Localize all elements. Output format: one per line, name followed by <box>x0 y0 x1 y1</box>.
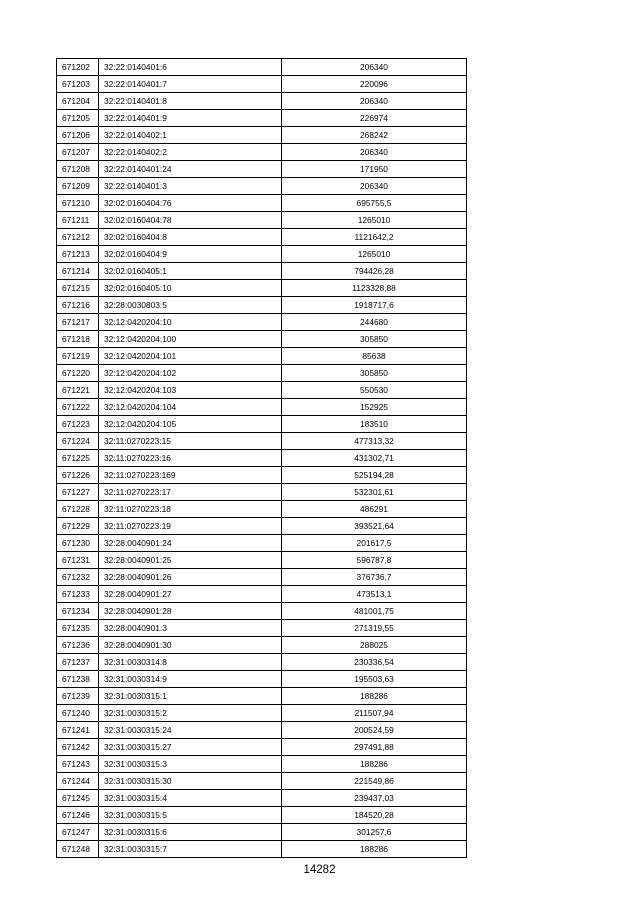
row-id-cell: 671223 <box>57 416 99 433</box>
value-cell: 226974 <box>282 110 467 127</box>
cadastral-number-cell: 32:31:0030315:30 <box>99 773 282 790</box>
value-cell: 297491,88 <box>282 739 467 756</box>
table-row <box>57 501 467 518</box>
value-cell: 171950 <box>282 161 467 178</box>
row-id-cell: 671247 <box>57 824 99 841</box>
table-body <box>57 59 467 858</box>
value-cell: 221549,86 <box>282 773 467 790</box>
cadastral-number-cell: 32:31:0030314:8 <box>99 654 282 671</box>
row-id-cell: 671231 <box>57 552 99 569</box>
row-id-cell: 671226 <box>57 467 99 484</box>
row-id-cell: 671210 <box>57 195 99 212</box>
value-cell: 794426,28 <box>282 263 467 280</box>
row-id-cell: 671203 <box>57 76 99 93</box>
row-id-cell: 671235 <box>57 620 99 637</box>
cadastral-number-cell: 32:22:0140401:24 <box>99 161 282 178</box>
value-cell: 486291 <box>282 501 467 518</box>
row-id-cell: 671238 <box>57 671 99 688</box>
row-id-cell: 671214 <box>57 263 99 280</box>
value-cell: 1265010 <box>282 212 467 229</box>
row-id-cell: 671242 <box>57 739 99 756</box>
table-row <box>57 178 467 195</box>
row-id-cell: 671237 <box>57 654 99 671</box>
row-id-cell: 671227 <box>57 484 99 501</box>
row-id-cell: 671204 <box>57 93 99 110</box>
table-row <box>57 688 467 705</box>
cadastral-number-cell: 32:31:0030315:1 <box>99 688 282 705</box>
cadastral-number-cell: 32:28:0040901:28 <box>99 603 282 620</box>
value-cell: 376736,7 <box>282 569 467 586</box>
table-row <box>57 76 467 93</box>
value-cell: 477313,32 <box>282 433 467 450</box>
cadastral-number-cell: 32:31:0030315:5 <box>99 807 282 824</box>
cadastral-number-cell: 32:31:0030315:24 <box>99 722 282 739</box>
value-cell: 431302,71 <box>282 450 467 467</box>
table-row <box>57 841 467 858</box>
table-row <box>57 314 467 331</box>
cadastral-number-cell: 32:02:0160405:10 <box>99 280 282 297</box>
table-row <box>57 263 467 280</box>
value-cell: 239437,03 <box>282 790 467 807</box>
table-row <box>57 569 467 586</box>
value-cell: 288025 <box>282 637 467 654</box>
table-row <box>57 790 467 807</box>
row-id-cell: 671219 <box>57 348 99 365</box>
cadastral-number-cell: 32:31:0030315:7 <box>99 841 282 858</box>
cadastral-number-cell: 32:02:0160404:8 <box>99 229 282 246</box>
value-cell: 596787,8 <box>282 552 467 569</box>
table-row <box>57 331 467 348</box>
value-cell: 473513,1 <box>282 586 467 603</box>
row-id-cell: 671218 <box>57 331 99 348</box>
value-cell: 532301,61 <box>282 484 467 501</box>
row-id-cell: 671209 <box>57 178 99 195</box>
row-id-cell: 671222 <box>57 399 99 416</box>
value-cell: 152925 <box>282 399 467 416</box>
value-cell: 211507,94 <box>282 705 467 722</box>
cadastral-number-cell: 32:12:0420204:101 <box>99 348 282 365</box>
cadastral-number-cell: 32:12:0420204:105 <box>99 416 282 433</box>
table-row <box>57 705 467 722</box>
cadastral-number-cell: 32:22:0140401:3 <box>99 178 282 195</box>
table-row <box>57 484 467 501</box>
table-row <box>57 773 467 790</box>
table-row <box>57 450 467 467</box>
value-cell: 695755,5 <box>282 195 467 212</box>
value-cell: 206340 <box>282 59 467 76</box>
value-cell: 188286 <box>282 841 467 858</box>
value-cell: 201617,5 <box>282 535 467 552</box>
table-row <box>57 739 467 756</box>
value-cell: 305850 <box>282 331 467 348</box>
table-row <box>57 552 467 569</box>
row-id-cell: 671224 <box>57 433 99 450</box>
value-cell: 1121642,2 <box>282 229 467 246</box>
cadastral-number-cell: 32:12:0420204:103 <box>99 382 282 399</box>
cadastral-number-cell: 32:02:0160405:1 <box>99 263 282 280</box>
cadastral-number-cell: 32:12:0420204:104 <box>99 399 282 416</box>
value-cell: 206340 <box>282 93 467 110</box>
cadastral-number-cell: 32:11:0270223:16 <box>99 450 282 467</box>
table-row <box>57 212 467 229</box>
cadastral-number-cell: 32:31:0030314:9 <box>99 671 282 688</box>
table-row <box>57 620 467 637</box>
value-cell: 525194,28 <box>282 467 467 484</box>
table-row <box>57 195 467 212</box>
cadastral-number-cell: 32:02:0160404:76 <box>99 195 282 212</box>
value-cell: 268242 <box>282 127 467 144</box>
row-id-cell: 671233 <box>57 586 99 603</box>
row-id-cell: 671236 <box>57 637 99 654</box>
cadastral-number-cell: 32:11:0270223:19 <box>99 518 282 535</box>
row-id-cell: 671234 <box>57 603 99 620</box>
row-id-cell: 671205 <box>57 110 99 127</box>
row-id-cell: 671215 <box>57 280 99 297</box>
value-cell: 244680 <box>282 314 467 331</box>
table-row <box>57 586 467 603</box>
table-row <box>57 654 467 671</box>
value-cell: 206340 <box>282 144 467 161</box>
cadastral-number-cell: 32:31:0030315:6 <box>99 824 282 841</box>
row-id-cell: 671220 <box>57 365 99 382</box>
cadastral-number-cell: 32:28:0040901:27 <box>99 586 282 603</box>
cadastral-number-cell: 32:31:0030315:2 <box>99 705 282 722</box>
row-id-cell: 671213 <box>57 246 99 263</box>
value-cell: 481001,75 <box>282 603 467 620</box>
cadastral-number-cell: 32:02:0160404:78 <box>99 212 282 229</box>
cadastral-number-cell: 32:28:0030803:5 <box>99 297 282 314</box>
row-id-cell: 671245 <box>57 790 99 807</box>
value-cell: 550530 <box>282 382 467 399</box>
row-id-cell: 671241 <box>57 722 99 739</box>
table-row <box>57 671 467 688</box>
value-cell: 183510 <box>282 416 467 433</box>
cadastral-number-cell: 32:28:0040901:24 <box>99 535 282 552</box>
value-cell: 200524,59 <box>282 722 467 739</box>
value-cell: 393521,64 <box>282 518 467 535</box>
row-id-cell: 671240 <box>57 705 99 722</box>
value-cell: 1918717,6 <box>282 297 467 314</box>
value-cell: 188286 <box>282 756 467 773</box>
value-cell: 195503,63 <box>282 671 467 688</box>
row-id-cell: 671244 <box>57 773 99 790</box>
cadastral-number-cell: 32:28:0040901:30 <box>99 637 282 654</box>
row-id-cell: 671217 <box>57 314 99 331</box>
cadastral-number-cell: 32:12:0420204:102 <box>99 365 282 382</box>
table-row <box>57 433 467 450</box>
cadastral-number-cell: 32:22:0140401:9 <box>99 110 282 127</box>
cadastral-number-cell: 32:22:0140402:2 <box>99 144 282 161</box>
table-row <box>57 246 467 263</box>
value-cell: 305850 <box>282 365 467 382</box>
table-row <box>57 603 467 620</box>
table-row <box>57 518 467 535</box>
cadastral-number-cell: 32:11:0270223:15 <box>99 433 282 450</box>
cadastral-number-cell: 32:31:0030315:3 <box>99 756 282 773</box>
row-id-cell: 671221 <box>57 382 99 399</box>
row-id-cell: 671225 <box>57 450 99 467</box>
table-row <box>57 722 467 739</box>
table-row <box>57 280 467 297</box>
table-row <box>57 144 467 161</box>
table-row <box>57 535 467 552</box>
value-cell: 188286 <box>282 688 467 705</box>
cadastral-number-cell: 32:11:0270223:17 <box>99 484 282 501</box>
row-id-cell: 671206 <box>57 127 99 144</box>
cadastral-number-cell: 32:11:0270223:169 <box>99 467 282 484</box>
table-row <box>57 807 467 824</box>
row-id-cell: 671239 <box>57 688 99 705</box>
table-row <box>57 297 467 314</box>
row-id-cell: 671207 <box>57 144 99 161</box>
table-row <box>57 127 467 144</box>
row-id-cell: 671211 <box>57 212 99 229</box>
table-row <box>57 59 467 76</box>
table-row <box>57 110 467 127</box>
table-row <box>57 399 467 416</box>
cadastral-number-cell: 32:12:0420204:10 <box>99 314 282 331</box>
table-row <box>57 756 467 773</box>
cadastral-number-cell: 32:11:0270223:18 <box>99 501 282 518</box>
value-cell: 184520,28 <box>282 807 467 824</box>
row-id-cell: 671243 <box>57 756 99 773</box>
row-id-cell: 671216 <box>57 297 99 314</box>
value-cell: 271319,55 <box>282 620 467 637</box>
value-cell: 220096 <box>282 76 467 93</box>
table-row <box>57 93 467 110</box>
table-row <box>57 382 467 399</box>
cadastral-number-cell: 32:28:0040901:26 <box>99 569 282 586</box>
value-cell: 85638 <box>282 348 467 365</box>
value-cell: 206340 <box>282 178 467 195</box>
table-row <box>57 348 467 365</box>
value-cell: 1265010 <box>282 246 467 263</box>
cadastral-number-cell: 32:22:0140402:1 <box>99 127 282 144</box>
cadastral-number-cell: 32:31:0030315:4 <box>99 790 282 807</box>
row-id-cell: 671248 <box>57 841 99 858</box>
table-row <box>57 365 467 382</box>
data-table <box>56 58 467 858</box>
row-id-cell: 671246 <box>57 807 99 824</box>
table-row <box>57 416 467 433</box>
table-row <box>57 637 467 654</box>
value-cell: 230336,54 <box>282 654 467 671</box>
table-row <box>57 229 467 246</box>
cadastral-number-cell: 32:22:0140401:7 <box>99 76 282 93</box>
table-row <box>57 467 467 484</box>
cadastral-number-cell: 32:22:0140401:6 <box>99 59 282 76</box>
row-id-cell: 671229 <box>57 518 99 535</box>
cadastral-number-cell: 32:22:0140401:8 <box>99 93 282 110</box>
row-id-cell: 671212 <box>57 229 99 246</box>
data-table-container <box>56 58 466 858</box>
cadastral-number-cell: 32:12:0420204:100 <box>99 331 282 348</box>
table-row <box>57 824 467 841</box>
value-cell: 1123328,88 <box>282 280 467 297</box>
table-row <box>57 161 467 178</box>
row-id-cell: 671228 <box>57 501 99 518</box>
row-id-cell: 671232 <box>57 569 99 586</box>
page-number: 14282 <box>303 864 336 876</box>
value-cell: 301257,6 <box>282 824 467 841</box>
cadastral-number-cell: 32:28:0040901:3 <box>99 620 282 637</box>
row-id-cell: 671230 <box>57 535 99 552</box>
cadastral-number-cell: 32:31:0030315:27 <box>99 739 282 756</box>
row-id-cell: 671208 <box>57 161 99 178</box>
cadastral-number-cell: 32:28:0040901:25 <box>99 552 282 569</box>
row-id-cell: 671202 <box>57 59 99 76</box>
cadastral-number-cell: 32:02:0160404:9 <box>99 246 282 263</box>
